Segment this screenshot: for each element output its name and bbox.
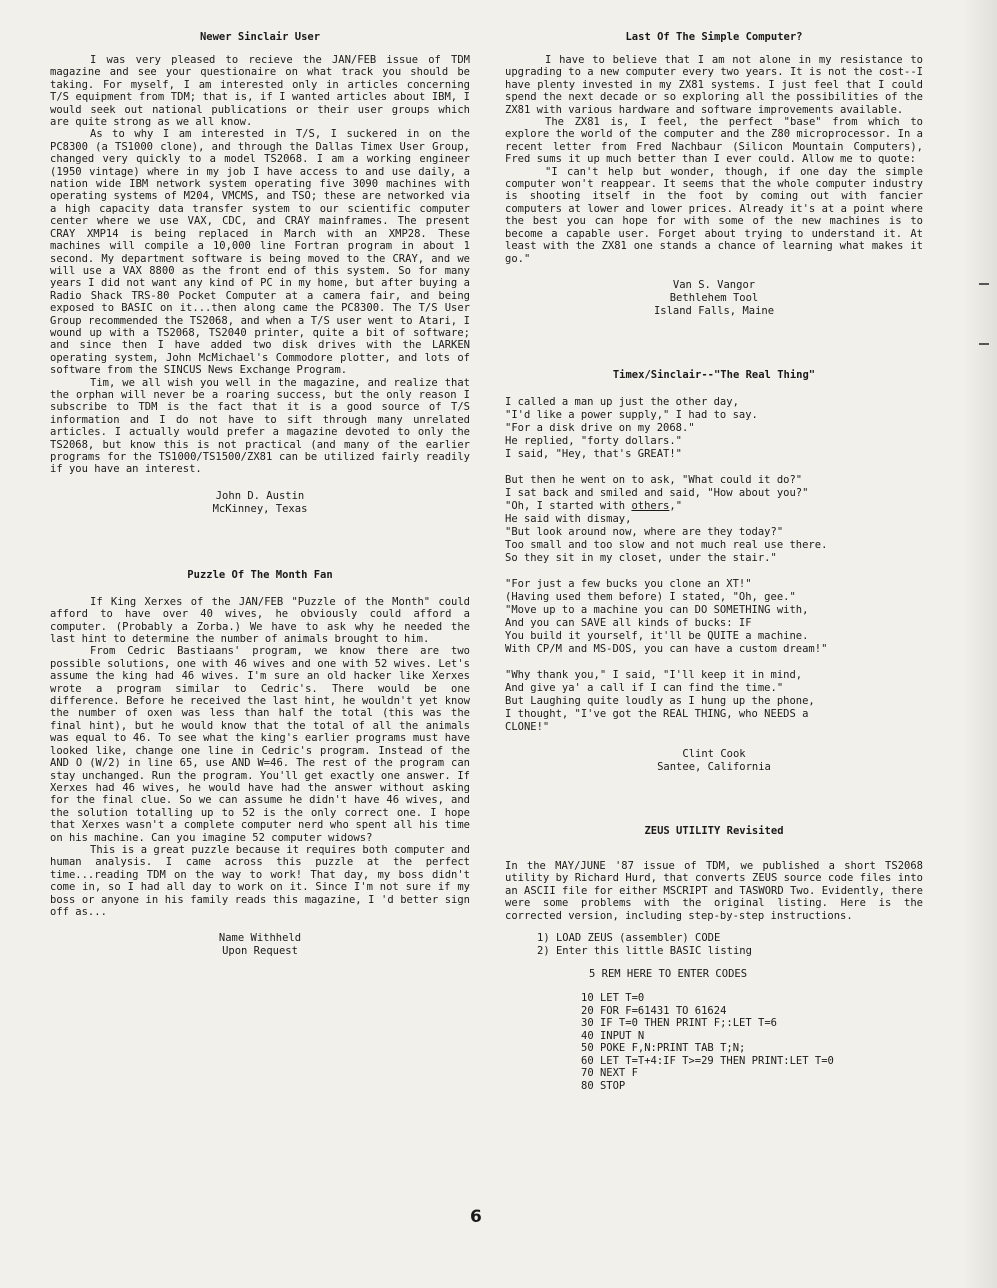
signature-name: Van S. Vangor [672,278,756,291]
article-paragraph: In the MAY/JUNE '87 issue of TDM, we published a short TS2068 utility by Richard Hurd, that converts ZEUS source code files into an ASCII file for either MSCRIPT and TASWORD Two. Evidently, there were some problems with the original listing. Here is the corrected version, including step-by-step instructions. [505,859,923,922]
poem-stanza [505,474,923,565]
code-line: 80 STOP [581,1079,626,1092]
poem-line: He replied, "forty dollars." [505,434,683,447]
poem-line: I thought, "I've got the REAL THING, who NEEDS a [505,707,809,720]
right-column [505,30,923,1092]
poem-line: "For a disk drive on my 2068." [505,421,695,434]
article-title-last-of-the-simple-computer: Last Of The Simple Computer? [625,31,803,43]
poem-line: "For just a few bucks you clone an XT!" [505,577,752,590]
code-line: 50 POKE F,N:PRINT TAB T;N; [581,1042,746,1055]
poem-line: "I'd like a power supply," I had to say. [505,408,758,421]
poem-line: "But look around now, where are they today?" [505,525,784,538]
instruction-step: 1) LOAD ZEUS (assembler) CODE [537,931,721,944]
code-line: 20 FOR F=61431 TO 61624 [581,1004,727,1017]
code-line: 5 REM HERE TO ENTER CODES [589,967,748,980]
instruction-steps [537,932,923,958]
signature-company: Bethlehem Tool [669,291,759,304]
article-paragraph: Tim, we all wish you well in the magazine, and realize that the orphan will never be a roaring success, but the only reason I subscribe to TDM is the fact that it is a good source of T/S information and I do not have to sift through many unrelated articles. I actually would prefer a magazine devoted to only the TS2068, but know this is not practical (and many of the earlier programs for the TS1000/TS1500/ZX81 can be utilized fairly readily if you have an interest. [50,376,470,476]
margin-mark [979,283,989,285]
left-column [50,30,470,958]
signature-block [505,748,923,774]
signature-block [50,490,470,516]
poem-line: And give ya' a call if I can find the time." [505,681,784,694]
margin-mark [979,343,989,345]
signature-location: Upon Request [222,945,298,958]
poem-line: And you can SAVE all kinds of bucks: IF [505,616,752,629]
instruction-step: 2) Enter this little BASIC listing [537,944,752,957]
article-title-zeus-utility-revisited: ZEUS UTILITY Revisited [644,824,784,837]
article-paragraph: As to why I am interested in T/S, I suckered in on the PC8300 (a TS1000 clone), and through the Dallas Timex User Group, changed very quickly to a model TS2068. I am a working engineer (1950 vintage) where in my job I have access to and use daily, a nation wide IBM network system operating five 3090 machines with operating systems of M204, VMCMS, and TSO; these are networked via a high capacity data transfer system to our scientific computer center where we use VAX, CDC, and CRAY mainframes. The present CRAY XMP14 is being replaced in March with an XMP28. These machines will compile a 10,000 line Fortran program in about 1 second. My department software is being moved to the CRAY, and we will use a VAX 8800 as the front end of this system. So for many years I did not want any kind of PC in my home, but after buying a Radio Shack TRS-80 Pocket Computer at a camera fair, and being exposed to BASIC on it...then along came the PC8300. The T/S User Group recommended the TS2068, and when a T/S user went to Atari, I wound up with a TS2068, TS2040 printer, quite a bit of software; and since then I have added two disk drives with the LARKEN operating system, John McMichael's Commodore plotter, and lots of software from the SINCUS News Exchange Program. [50,128,470,377]
code-line: 60 LET T=T+4:IF T>=29 THEN PRINT:LET T=0 [581,1054,834,1067]
article-paragraph: I have to believe that I am not alone in my resistance to upgrading to a new computer every two years. It is not the cost--I have plenty invested in my ZX81 systems. I just feel that I could spend the next decade or so exploring all the possibilities of the ZX81 with various hardware and software improvements available. [505,54,923,116]
poem-stanza [505,669,923,734]
poem-line: I sat back and smiled and said, "How about you?" [505,486,809,499]
poem-line: He said with dismay, [505,512,632,525]
poem-line: With CP/M and MS-DOS, you can have a custom dream!" [505,642,828,655]
poem-text: ," [669,499,683,512]
poem-line: (Having used them before) I stated, "Oh, gee." [505,590,796,603]
code-line: 10 LET T=0 [581,992,645,1005]
signature-block [505,279,923,318]
poem-line: But then he went on to ask, "What could it do?" [505,473,803,486]
article-paragraph: If King Xerxes of the JAN/FEB "Puzzle of the Month" could afford to have over 40 wives, he obviously could afford a computer. (Probably a Zorba.) We have to ask why he needed the last hint to determine the number of animals brought to him. [50,595,470,646]
poem-line: You build it yourself, it'll be QUITE a machine. [505,629,809,642]
poem-line [505,500,923,513]
underlined-word: others [631,499,670,512]
poem-line: "Why thank you," I said, "I'll keep it in mind, [505,668,803,681]
code-line: 40 INPUT N [581,1029,645,1042]
poem-stanza [505,578,923,656]
article-title-timex-sinclair-real-thing: Timex/Sinclair--"The Real Thing" [612,368,816,381]
signature-block [50,932,470,958]
signature-name: Clint Cook [682,747,746,760]
signature-location: McKinney, Texas [212,502,308,515]
basic-code-listing [581,967,923,1093]
poem-line: So they sit in my closet, under the stair." [505,551,777,564]
poem-line: I called a man up just the other day, [505,395,739,408]
page-number: 6 [470,1207,482,1227]
signature-location: Island Falls, Maine [653,304,775,317]
poem-line: I said, "Hey, that's GREAT!" [505,447,683,460]
article-paragraph: The ZX81 is, I feel, the perfect "base" from which to explore the world of the computer and the Z80 microprocessor. In a recent letter from Fred Nachbaur (Silicon Mountain Computers), Fred sums it up much better than I ever could. Allow me to quote: [505,116,923,166]
poem-line: "Move up to a machine you can DO SOMETHING with, [505,603,809,616]
page-edge-shadow [963,0,997,1288]
poem-line: But Laughing quite loudly as I hung up the phone, [505,694,815,707]
article-title-newer-sinclair-user: Newer Sinclair User [199,31,321,43]
signature-name: Name Withheld [218,932,302,945]
article-title-puzzle-of-the-month-fan: Puzzle Of The Month Fan [187,568,333,581]
code-line: 30 IF T=0 THEN PRINT F;:LET T=6 [581,1017,777,1030]
signature-name: John D. Austin [215,489,305,502]
poem-stanza [505,396,923,461]
poem-line: Too small and too slow and not much real use there. [505,538,828,551]
article-paragraph: "I can't help but wonder, though, if one day the simple computer won't reappear. It seems that the whole computer industry is shooting itself in the foot by coming out with fancier computers at lower and lower prices. Already it's at a point where the best you can hope for with some of the new machines is to become a capable user. Forget about trying to understand it. At least with the ZX81 one stands a chance of learning what makes it go." [505,165,923,265]
article-paragraph: From Cedric Bastiaans' program, we know there are two possible solutions, one with 46 wives and one with 52 wives. Let's assume the king had 46 wives. I'm sure an old hacker like Xerxes wrote a program similar to Cedric's. There would be one difference. Before he received the last hint, he wouldn't yet know the number of oxen was less than half the total (this was the final hint), but he would know that the total of all the animals was equal to 46. To see what the king's earlier programs must have looked like, change one line in Cedric's program. Instead of the AND O (W/2) in line 65, use AND W=46. The rest of the program can stay unchanged. Run the program. You'll get exactly one answer. If Xerxes had 46 wives, he would have had the answer without asking for the final clue. So we can assume he didn't have 46 wives, and the solution totalling up to 52 is the only correct one. I hope that Xerxes wasn't a complete computer nerd who spent all his time on his machine. Can you imagine 52 computer widows? [50,645,470,844]
article-paragraph: This is a great puzzle because it requires both computer and human analysis. I came across this puzzle at the perfect time...reading TDM on the way to work! That day, my boss didn't come in, so I had all day to work on it. Since I'm not sure if my boss or anyone in his family reads this magazine, I 'd better sign off as... [50,843,470,918]
poem-text: "Oh, I started with [505,499,632,512]
poem-line: CLONE!" [505,720,550,733]
article-paragraph: I was very pleased to recieve the JAN/FEB issue of TDM magazine and see your questionaire on what track you should be taking. For myself, I am interested only in articles concerning T/S equipment from TDM; that is, if I wanted articles about IBM, I would seek out national publications or their user groups which are quite strong as we all know. [50,54,470,129]
code-line: 70 NEXT F [581,1067,638,1080]
signature-location: Santee, California [657,760,771,773]
